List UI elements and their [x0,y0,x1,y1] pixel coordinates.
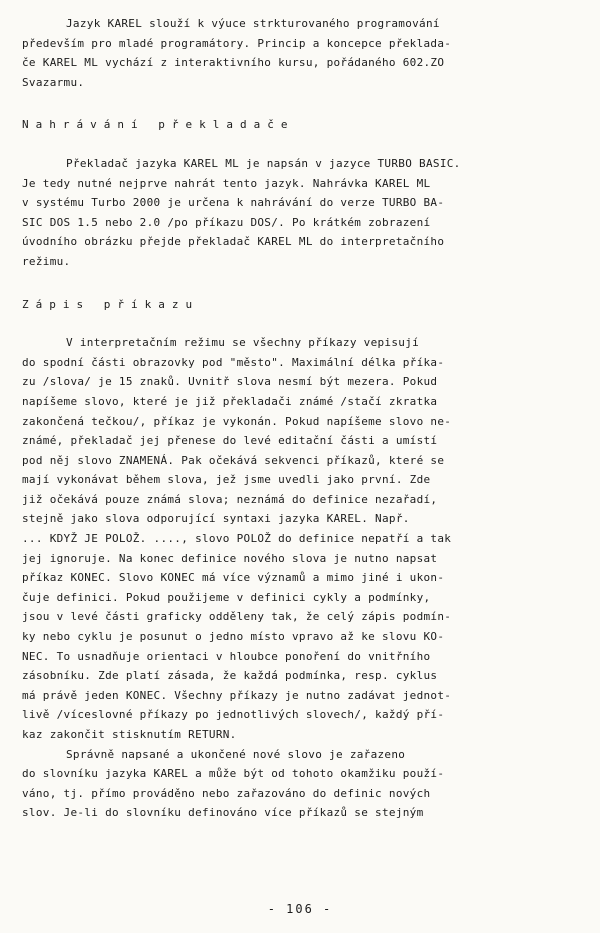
text-line: mají vykonávat během slova, jež jsme uvedli jako první. Zde [22,473,431,487]
text-line: kaz zakončit stisknutím RETURN. [22,728,237,741]
text-line: již očekává pouze známá slova; neznámá do definice nezařadí, [22,492,438,506]
text-line: do slovníku jazyka KAREL a může být od tohoto okamžiku použí- [22,767,445,781]
section-nahravani-paragraph [22,154,582,272]
section-slovnik-paragraph [22,745,582,823]
text-line: NEC. To usnadňuje orientaci v hloubce ponoření do vnitřního [22,649,431,663]
text-line: zakončená tečkou/, příkaz je vykonán. Pokud napíšeme slovo ne- [22,414,452,428]
text-line: Jazyk KAREL slouží k výuce strkturovaného programování [66,17,440,30]
text-line: V interpretačním režimu se všechny příkazy vepisují [66,336,420,350]
text-line: úvodního obrázku přejde překladač KAREL ML do interpretačního [22,235,445,249]
text-line: především pro mladé programátory. Princip a koncepce překlada- [22,36,452,50]
text-line: napíšeme slovo, které je již překladači známé /stačí zkratka [22,394,438,408]
section-heading-nahravani: Nahrávání překladače [22,118,295,132]
text-line: jej ignoruje. Na konec definice nového slova je nutno napsat [22,551,438,565]
text-line: Správně napsané a ukončené nové slovo je zařazeno [66,747,406,761]
page-number: - 106 - [267,902,333,916]
text-line: Je tedy nutné nejprve nahrát tento jazyk. Nahrávka KAREL ML [22,176,431,190]
section-zapis-paragraph [22,333,582,744]
text-line: livě /víceslovné příkazy po jednotlivých slovech/, každý pří- [22,708,445,722]
text-line: v systému Turbo 2000 je určena k nahrávání do verze TURBO BA- [22,196,445,210]
text-line: če KAREL ML vychází z interaktivního kursu, pořádaného 602.ZO [22,56,445,70]
text-line: známé, překladač jej přenese do levé editační části a umístí [22,434,438,448]
text-line: příkaz KONEC. Slovo KONEC má více významů a mimo jiné i ukon- [22,571,445,585]
text-line: čuje definici. Pokud použijeme v definici cykly a podmínky, [22,590,431,604]
text-line: Svazarmu. [22,75,85,89]
text-line: váno, tj. přímo prováděno nebo zařazováno do definic nových [22,786,431,800]
text-line: slov. Je-li do slovníku definováno více příkazů se stejným [22,806,424,820]
document-body [22,14,582,823]
text-line: stejně jako slova odporující syntaxi jazyka KAREL. Např. [22,512,410,526]
text-line: ky nebo cyklu je posunut o jedno místo vpravo až ke slovu KO- [22,630,445,644]
text-line: režimu. [22,254,71,268]
text-line: ... KDYŽ JE POLOŽ. ...., slovo POLOŽ do definice nepatří a tak [22,532,452,546]
text-line: zu /slova/ je 15 znaků. Uvnitř slova nesmí být mezera. Pokud [22,375,438,389]
intro-paragraph [22,14,582,92]
text-line: má právě jeden KONEC. Všechny příkazy je nutno zadávat jednot- [22,688,452,702]
text-line: Překladač jazyka KAREL ML je napsán v jazyce TURBO BASIC. [66,156,461,170]
text-line: SIC DOS 1.5 nebo 2.0 /po příkazu DOS/. Po krátkém zobrazení [22,215,431,229]
text-line: zásobníku. Zde platí zásada, že každá podmínka, resp. cyklus [22,669,438,683]
text-line: do spodní části obrazovky pod "město". Maximální délka příka- [22,355,445,369]
text-line: pod něj slovo ZNAMENÁ. Pak očekává sekvenci příkazů, které se [22,453,445,467]
text-line: jsou v levé části graficky odděleny tak, že celý zápis podmín- [22,610,452,624]
section-heading-zapis: Zápis příkazu [22,297,200,311]
